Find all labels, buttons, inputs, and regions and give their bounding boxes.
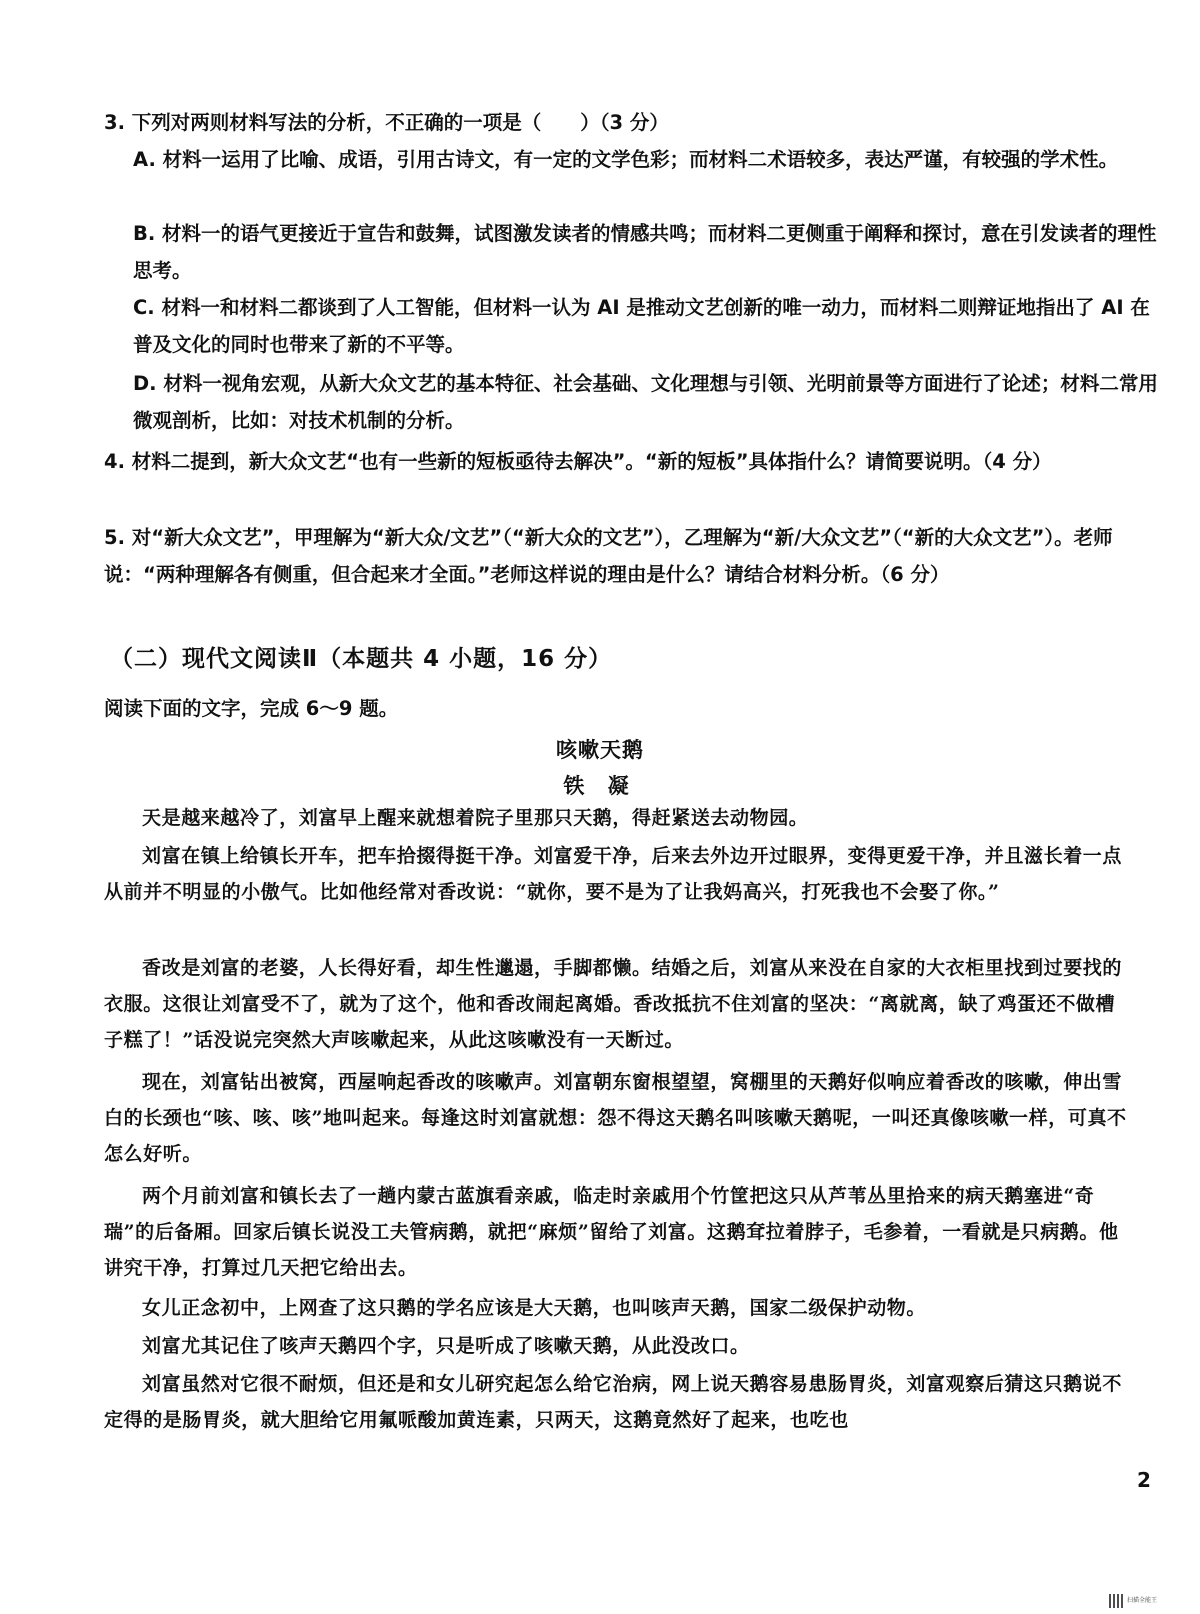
page-number: 2 <box>1137 1468 1151 1492</box>
story-paragraph: 两个月前刘富和镇长去了一趟内蒙古蓝旗看亲戚，临走时亲戚用个竹筐把这只从芦苇丛里拾来的病天鹅塞进“奇瑞”的后备厢。回家后镇长说没工夫管病鹅，就把“麻烦”留给了刘富。这鹅耷拉着脖子，毛参着，一看就是只病鹅。他讲究干净，打算过几天把它给出去。 <box>104 1185 1119 1279</box>
question-3-stem: 3. 下列对两则材料写法的分析，不正确的一项是（ ）（3 分） <box>104 111 669 134</box>
question-3-option-a: A. 材料一运用了比喻、成语，引用古诗文，有一定的文学色彩；而材料二术语较多，表达严谨，有较强的学术性。 <box>133 148 1119 171</box>
story-paragraph: 刘富在镇上给镇长开车，把车拾掇得挺干净。刘富爱干净，后来去外边开过眼界，变得更爱干净，并且滋长着一点从前并不明显的小傲气。比如他经常对香改说：“就你，要不是为了让我妈高兴，打死我也不会娶了你。” <box>104 845 1123 903</box>
story-paragraph: 现在，刘富钻出被窝，西屋响起香改的咳嗽声。刘富朝东窗根望望，窝棚里的天鹅好似响应着香改的咳嗽，伸出雪白的长颈也“咳、咳、咳”地叫起来。每逢这时刘富就想：怨不得这天鹅名叫咳嗽天鹅呢，一叫还真像咳嗽一样，可真不怎么好听。 <box>104 1071 1127 1165</box>
story-title: 咳嗽天鹅 <box>556 738 644 762</box>
story-paragraph: 刘富虽然对它很不耐烦，但还是和女儿研究起怎么给它治病，网上说天鹅容易患肠胃炎，刘富观察后猜这只鹅说不定得的是肠胃炎，就大胆给它用氟哌酸加黄连素，只两天，这鹅竟然好了起来，也吃也 <box>104 1373 1123 1431</box>
question-5: 5. 对“新大众文艺”，甲理解为“新大众/文艺”（“新大众的文艺”），乙理解为“新/大众文艺”（“新的大众文艺”）。老师说：“两种理解各有侧重，但合起来才全面。”老师这样说的理由是什么？请结合材料分析。（6 分） <box>104 526 1113 586</box>
question-4: 4. 材料二提到，新大众文艺“也有一些新的短板亟待去解决”。“新的短板”具体指什么？请简要说明。（4 分） <box>104 450 1052 473</box>
section-heading: （二）现代文阅读Ⅱ（本题共 4 小题，16 分） <box>110 646 613 672</box>
story-paragraph: 天是越来越冷了，刘富早上醒来就想着院子里那只天鹅，得赶紧送去动物园。 <box>142 807 809 829</box>
question-3-option-d: D. 材料一视角宏观，从新大众文艺的基本特征、社会基础、文化理想与引领、光明前景等方面进行了论述；材料二常用微观剖析，比如：对技术机制的分析。 <box>133 372 1158 432</box>
story-paragraph: 女儿正念初中，上网查了这只鹅的学名应该是大天鹅，也叫咳声天鹅，国家二级保护动物。 <box>142 1297 927 1319</box>
question-3-option-c: C. 材料一和材料二都谈到了人工智能，但材料一认为 AI 是推动文艺创新的唯一动力，而材料二则辩证地指出了 AI 在普及文化的同时也带来了新的不平等。 <box>133 296 1150 356</box>
story-paragraph: 香改是刘富的老婆，人长得好看，却生性邋遢，手脚都懒。结婚之后，刘富从来没在自家的大衣柜里找到过要找的衣服。这很让刘富受不了，就为了这个，他和香改闹起离婚。香改抵抗不住刘富的坚决：“离就离，缺了鸡蛋还不做槽子糕了！”话没说完突然大声咳嗽起来，从此这咳嗽没有一天断过。 <box>104 957 1123 1051</box>
question-3-option-b: B. 材料一的语气更接近于宣告和鼓舞，试图激发读者的情感共鸣；而材料二更侧重于阐释和探讨，意在引发读者的理性思考。 <box>133 222 1157 282</box>
qr-code-icon <box>1109 1594 1123 1608</box>
section-intro: 阅读下面的文字，完成 6～9 题。 <box>104 697 399 720</box>
story-paragraph: 刘富尤其记住了咳声天鹅四个字，只是听成了咳嗽天鹅，从此没改口。 <box>142 1335 750 1357</box>
story-author: 铁 凝 <box>563 774 637 798</box>
scanner-watermark: 扫描全能王 <box>1127 1597 1158 1604</box>
